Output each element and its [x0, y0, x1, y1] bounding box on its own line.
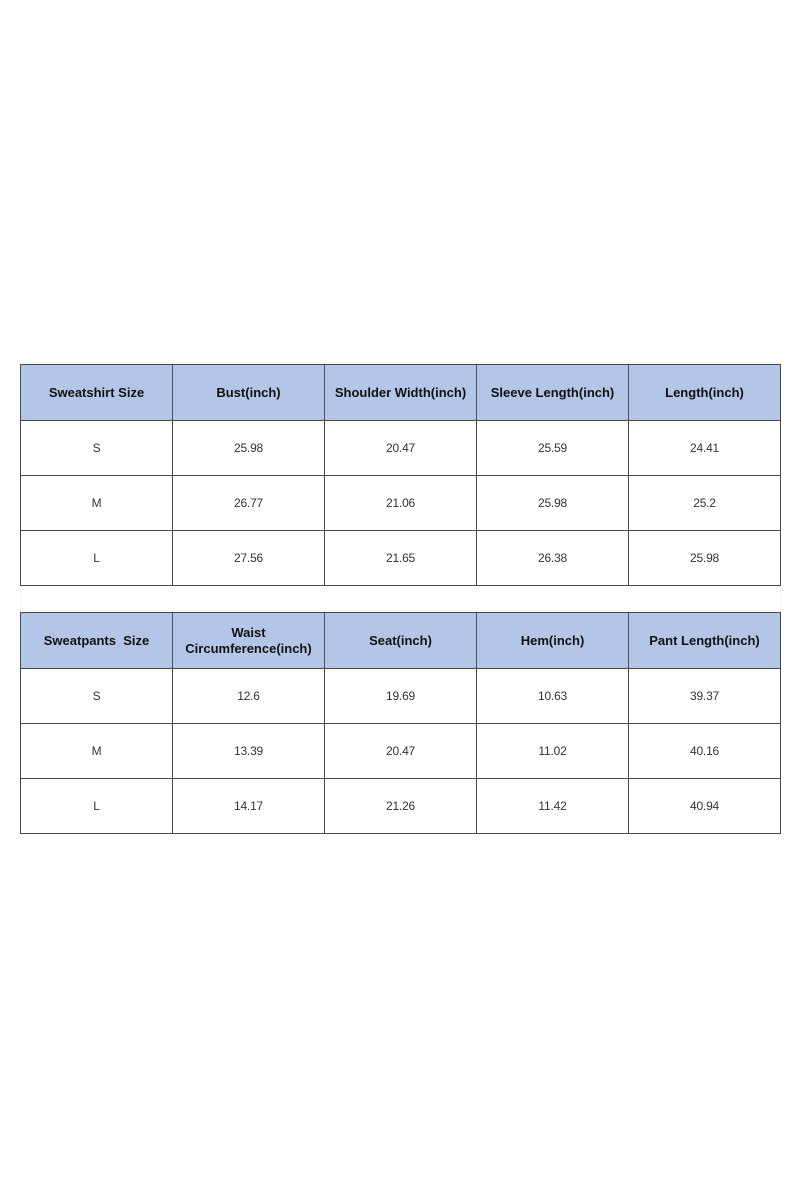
- table-cell: 27.56: [173, 531, 325, 586]
- table-cell-size: S: [21, 669, 173, 724]
- table-row: [21, 669, 781, 724]
- table-cell: 40.16: [629, 724, 781, 779]
- table-cell: 21.65: [325, 531, 477, 586]
- table-cell-size: L: [21, 531, 173, 586]
- table-header-row: [21, 613, 781, 669]
- column-header-waist-circumference: Waist Circumference(inch): [173, 613, 325, 669]
- table-cell: 13.39: [173, 724, 325, 779]
- table-cell: 26.38: [477, 531, 629, 586]
- sweatpants-size-table: [20, 612, 781, 834]
- table-cell: 25.98: [173, 421, 325, 476]
- table-row: [21, 421, 781, 476]
- table-cell-size: L: [21, 779, 173, 834]
- table-cell: 21.26: [325, 779, 477, 834]
- column-header-size: Sweatshirt Size: [21, 365, 173, 421]
- table-cell: 25.98: [629, 531, 781, 586]
- table-cell: 12.6: [173, 669, 325, 724]
- table-header-row: [21, 365, 781, 421]
- table-cell: 20.47: [325, 724, 477, 779]
- table-cell: 39.37: [629, 669, 781, 724]
- column-header-pant-length: Pant Length(inch): [629, 613, 781, 669]
- table-cell-size: S: [21, 421, 173, 476]
- table-cell: 25.98: [477, 476, 629, 531]
- table-cell: 20.47: [325, 421, 477, 476]
- table-cell: 25.59: [477, 421, 629, 476]
- table-cell: 11.02: [477, 724, 629, 779]
- column-header-length: Length(inch): [629, 365, 781, 421]
- table-cell: 11.42: [477, 779, 629, 834]
- table-cell-size: M: [21, 476, 173, 531]
- table-cell: 19.69: [325, 669, 477, 724]
- column-header-sleeve-length: Sleeve Length(inch): [477, 365, 629, 421]
- table-row: [21, 724, 781, 779]
- sweatshirt-size-table: [20, 364, 781, 586]
- table-cell: 40.94: [629, 779, 781, 834]
- column-header-bust: Bust(inch): [173, 365, 325, 421]
- column-header-size: Sweatpants Size: [21, 613, 173, 669]
- column-header-hem: Hem(inch): [477, 613, 629, 669]
- table-cell: 10.63: [477, 669, 629, 724]
- table-cell: 26.77: [173, 476, 325, 531]
- column-header-seat: Seat(inch): [325, 613, 477, 669]
- table-cell-size: M: [21, 724, 173, 779]
- table-cell: 25.2: [629, 476, 781, 531]
- table-row: [21, 531, 781, 586]
- table-cell: 21.06: [325, 476, 477, 531]
- column-header-shoulder-width: Shoulder Width(inch): [325, 365, 477, 421]
- table-row: [21, 476, 781, 531]
- table-cell: 14.17: [173, 779, 325, 834]
- table-row: [21, 779, 781, 834]
- table-spacer: [20, 586, 781, 612]
- table-cell: 24.41: [629, 421, 781, 476]
